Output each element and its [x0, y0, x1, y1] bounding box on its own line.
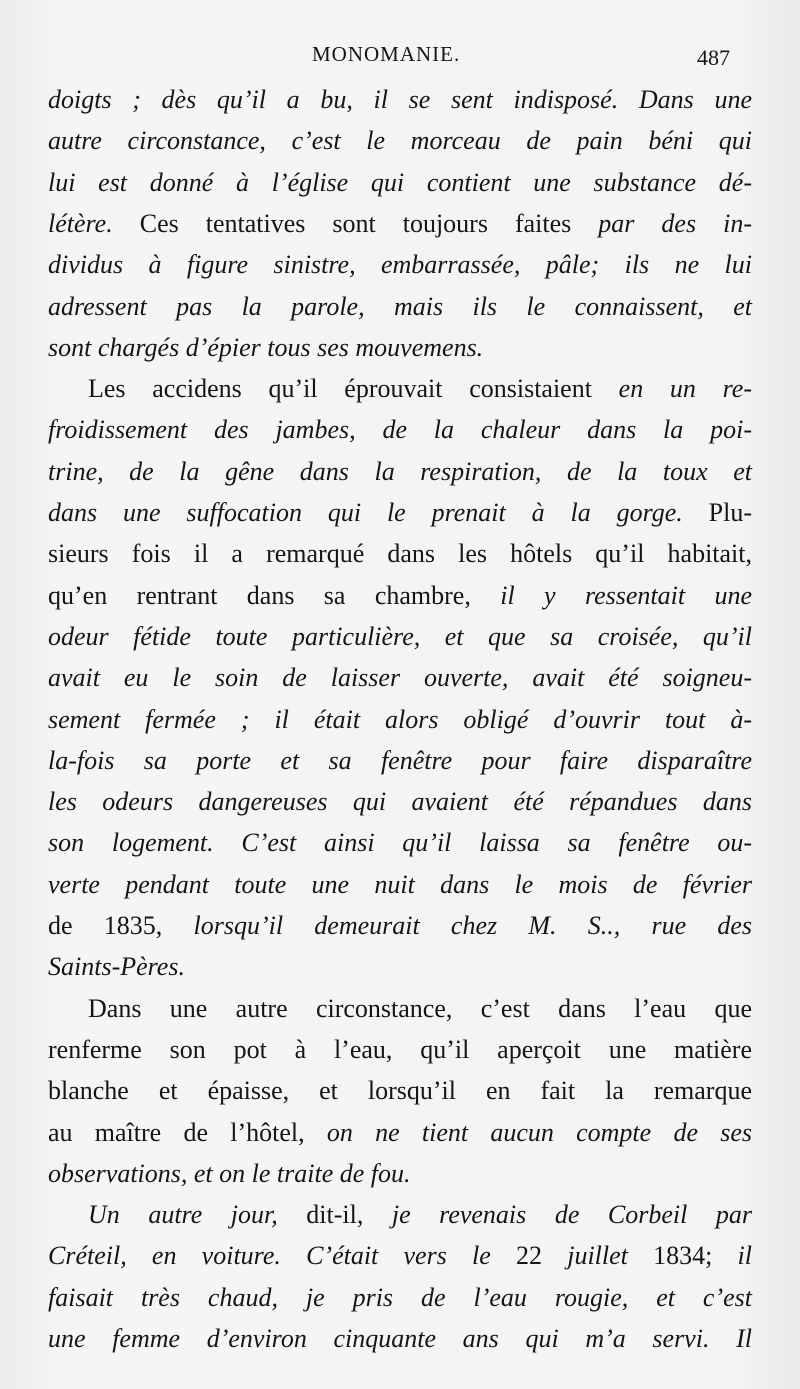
- text-line: [88, 369, 752, 409]
- text-segment: létère.: [48, 208, 140, 238]
- text-line: [48, 493, 752, 533]
- text-segment: on ne tient aucun compte de ses: [326, 1117, 753, 1147]
- text-segment: Ces tentatives sont toujours faites: [139, 208, 599, 238]
- text-line: Dans une autre circonstance, c’est dans l’eau que: [88, 993, 752, 1023]
- text-line: adressent pas la parole, mais ils le connaissent, et: [48, 291, 752, 321]
- text-segment: 1834;: [653, 1241, 738, 1271]
- text-line: blanche et épaisse, et lorsqu’il en fait la remarque: [48, 1076, 752, 1106]
- text-segment: Les accidens qu’il éprouvait consistaient: [88, 374, 619, 404]
- text-line: [88, 1195, 752, 1235]
- running-title: MONOMANIE.: [312, 42, 461, 66]
- text-segment: dit-il,: [306, 1200, 392, 1230]
- text-line: dividus à figure sinistre, embarrassée, pâle; ils ne lui: [48, 250, 752, 280]
- text-line: [48, 204, 752, 244]
- page-number: 487: [697, 45, 730, 70]
- text-line: lui est donné à l’église qui contient une substance dé-: [48, 167, 752, 197]
- text-segment: lorsqu’il demeurait chez M. S.., rue des: [193, 911, 752, 940]
- text-line: [48, 906, 752, 946]
- text-segment: Créteil, en voiture. C’était vers le: [48, 1241, 516, 1271]
- text-line: son logement. C’est ainsi qu’il laissa sa fenêtre ou-: [48, 828, 752, 858]
- text-line: renferme son pot à l’eau, qu’il aperçoit une matière: [48, 1034, 752, 1064]
- text-segment: je revenais de Corbeil par: [391, 1200, 752, 1230]
- text-line: verte pendant toute une nuit dans le mois de février: [48, 869, 752, 899]
- text-segment: qu’en rentrant dans sa chambre,: [48, 580, 501, 610]
- text-segment: il: [737, 1241, 752, 1271]
- text-line: [48, 1113, 752, 1153]
- text-segment: Un autre jour,: [88, 1200, 307, 1230]
- text-line: une femme d’environ cinquante ans qui m’a servi. Il: [48, 1324, 752, 1353]
- text-segment: Plu-: [708, 498, 752, 527]
- text-segment: dans une suffocation qui le prenait à la gorge.: [48, 498, 709, 527]
- text-line: autre circonstance, c’est le morceau de pain béni qui: [48, 126, 752, 156]
- text-segment: par des in-: [598, 208, 752, 238]
- text-line: sement fermée ; il était alors obligé d’ouvrir tout à-: [48, 704, 752, 734]
- text-line: observations, et on le traite de fou.: [48, 1158, 411, 1188]
- text-segment: de 1835,: [48, 911, 194, 940]
- text-line: la-fois sa porte et sa fenêtre pour faire disparaître: [48, 745, 752, 775]
- text-line: sont chargés d’épier tous ses mouvemens.: [48, 332, 484, 362]
- text-segment: au maître de l’hôtel,: [48, 1117, 327, 1147]
- text-line: [48, 1236, 752, 1276]
- text-segment: il y ressentait une: [500, 580, 752, 610]
- text-line: doigts ; dès qu’il a bu, il se sent indisposé. Dans une: [48, 85, 752, 114]
- text-segment: en un re-: [618, 374, 752, 404]
- text-line: faisait très chaud, je pris de l’eau rougie, et c’est: [48, 1282, 752, 1312]
- text-segment: 22: [516, 1241, 568, 1271]
- text-line: sieurs fois il a remarqué dans les hôtels qu’il habitait,: [48, 539, 752, 569]
- text-segment: juillet: [567, 1241, 654, 1271]
- text-line: trine, de la gêne dans la respiration, de la toux et: [48, 456, 752, 486]
- text-line: froidissement des jambes, de la chaleur dans la poi-: [48, 415, 752, 445]
- text-line: odeur fétide toute particulière, et que sa croisée, qu’il: [48, 621, 752, 651]
- text-line: avait eu le soin de laisser ouverte, avait été soigneu-: [48, 663, 752, 693]
- text-line: les odeurs dangereuses qui avaient été répandues dans: [48, 787, 752, 817]
- text-line: Saints-Pères.: [48, 952, 185, 982]
- text-line: [48, 576, 752, 616]
